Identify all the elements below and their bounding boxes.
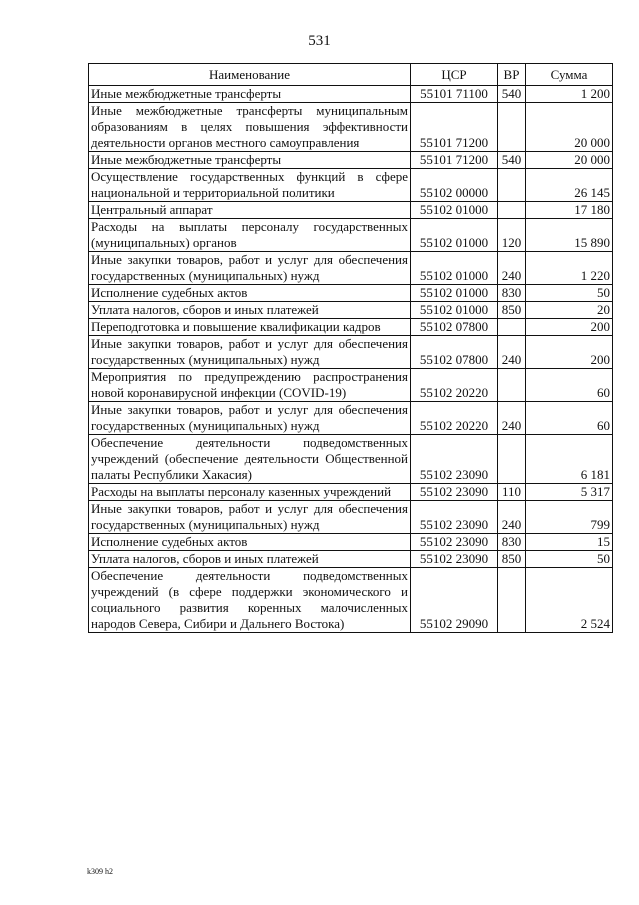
row-sum: 799 xyxy=(526,501,613,534)
row-vr: 850 xyxy=(498,302,526,319)
table-row xyxy=(89,103,613,152)
row-sum: 17 180 xyxy=(526,202,613,219)
row-sum: 50 xyxy=(526,551,613,568)
row-csr: 55102 23090 xyxy=(411,484,498,501)
row-csr: 55102 23090 xyxy=(411,551,498,568)
table-row xyxy=(89,484,613,501)
header-vr: ВР xyxy=(498,64,526,86)
row-csr: 55102 07800 xyxy=(411,336,498,369)
table-row xyxy=(89,86,613,103)
table-row xyxy=(89,336,613,369)
table-row xyxy=(89,302,613,319)
row-vr: 240 xyxy=(498,402,526,435)
row-name: Иные межбюджетные трансферты xyxy=(89,86,411,103)
table-row xyxy=(89,169,613,202)
row-name: Иные закупки товаров, работ и услуг для обеспечения государственных (муниципальных) нужд xyxy=(89,501,411,534)
row-vr xyxy=(498,435,526,484)
row-sum: 15 xyxy=(526,534,613,551)
row-csr: 55102 20220 xyxy=(411,402,498,435)
row-vr xyxy=(498,103,526,152)
row-sum: 20 000 xyxy=(526,152,613,169)
row-name: Иные межбюджетные трансферты xyxy=(89,152,411,169)
table-row xyxy=(89,551,613,568)
row-sum: 1 200 xyxy=(526,86,613,103)
row-sum: 6 181 xyxy=(526,435,613,484)
header-name: Наименование xyxy=(89,64,411,86)
row-name: Исполнение судебных актов xyxy=(89,534,411,551)
row-csr: 55101 71100 xyxy=(411,86,498,103)
row-vr: 110 xyxy=(498,484,526,501)
table-row xyxy=(89,402,613,435)
table-row xyxy=(89,202,613,219)
row-vr: 240 xyxy=(498,252,526,285)
row-name: Уплата налогов, сборов и иных платежей xyxy=(89,302,411,319)
row-csr: 55102 01000 xyxy=(411,285,498,302)
row-name: Осуществление государственных функций в сфере национальной и территориальной политики xyxy=(89,169,411,202)
row-sum: 1 220 xyxy=(526,252,613,285)
row-name: Расходы на выплаты персоналу государственных (муниципальных) органов xyxy=(89,219,411,252)
table-row xyxy=(89,319,613,336)
row-csr: 55102 23090 xyxy=(411,534,498,551)
row-vr xyxy=(498,319,526,336)
table-row xyxy=(89,369,613,402)
header-csr: ЦСР xyxy=(411,64,498,86)
row-sum: 15 890 xyxy=(526,219,613,252)
table-row xyxy=(89,252,613,285)
row-name: Обеспечение деятельности подведомственных учреждений (обеспечение деятельности Общественной палаты Республики Хакасия) xyxy=(89,435,411,484)
page-number: 531 xyxy=(308,33,331,49)
row-vr xyxy=(498,169,526,202)
row-vr: 850 xyxy=(498,551,526,568)
header-sum: Сумма xyxy=(526,64,613,86)
row-csr: 55102 00000 xyxy=(411,169,498,202)
table-row xyxy=(89,152,613,169)
row-sum: 200 xyxy=(526,319,613,336)
row-vr xyxy=(498,202,526,219)
table-row xyxy=(89,534,613,551)
row-sum: 26 145 xyxy=(526,169,613,202)
row-vr: 240 xyxy=(498,501,526,534)
row-sum: 20 xyxy=(526,302,613,319)
row-sum: 2 524 xyxy=(526,568,613,633)
row-name: Иные закупки товаров, работ и услуг для обеспечения государственных (муниципальных) нужд xyxy=(89,402,411,435)
row-csr: 55102 01000 xyxy=(411,219,498,252)
row-csr: 55102 01000 xyxy=(411,302,498,319)
row-csr: 55101 71200 xyxy=(411,103,498,152)
row-sum: 20 000 xyxy=(526,103,613,152)
row-csr: 55102 01000 xyxy=(411,252,498,285)
budget-table xyxy=(88,63,613,633)
row-sum: 200 xyxy=(526,336,613,369)
row-name: Обеспечение деятельности подведомственных учреждений (в сфере поддержки экономического и социального развития коренных малочисленных народов Севера, Сибири и Дальнего Востока) xyxy=(89,568,411,633)
table-row xyxy=(89,568,613,633)
row-vr xyxy=(498,369,526,402)
row-name: Расходы на выплаты персоналу казенных учреждений xyxy=(89,484,411,501)
row-vr: 120 xyxy=(498,219,526,252)
row-sum: 60 xyxy=(526,369,613,402)
row-vr: 540 xyxy=(498,86,526,103)
row-csr: 55102 29090 xyxy=(411,568,498,633)
row-name: Иные закупки товаров, работ и услуг для обеспечения государственных (муниципальных) нужд xyxy=(89,336,411,369)
row-name: Уплата налогов, сборов и иных платежей xyxy=(89,551,411,568)
row-vr: 830 xyxy=(498,285,526,302)
row-csr: 55102 23090 xyxy=(411,435,498,484)
row-sum: 60 xyxy=(526,402,613,435)
table-row xyxy=(89,501,613,534)
row-csr: 55102 20220 xyxy=(411,369,498,402)
table-row xyxy=(89,219,613,252)
row-name: Исполнение судебных актов xyxy=(89,285,411,302)
footer-code: k309 h2 xyxy=(87,867,113,876)
row-vr: 240 xyxy=(498,336,526,369)
row-vr: 830 xyxy=(498,534,526,551)
row-vr: 540 xyxy=(498,152,526,169)
row-name: Иные межбюджетные трансферты муниципальным образованиям в целях повышения эффективности деятельности органов местного самоуправления xyxy=(89,103,411,152)
row-sum: 50 xyxy=(526,285,613,302)
table-row xyxy=(89,285,613,302)
row-name: Центральный аппарат xyxy=(89,202,411,219)
table-row xyxy=(89,435,613,484)
row-csr: 55101 71200 xyxy=(411,152,498,169)
row-csr: 55102 23090 xyxy=(411,501,498,534)
row-vr xyxy=(498,568,526,633)
row-sum: 5 317 xyxy=(526,484,613,501)
row-name: Иные закупки товаров, работ и услуг для обеспечения государственных (муниципальных) нужд xyxy=(89,252,411,285)
row-csr: 55102 01000 xyxy=(411,202,498,219)
table-header-row xyxy=(89,64,613,86)
row-csr: 55102 07800 xyxy=(411,319,498,336)
row-name: Мероприятия по предупреждению распространения новой коронавирусной инфекции (COVID-19) xyxy=(89,369,411,402)
row-name: Переподготовка и повышение квалификации кадров xyxy=(89,319,411,336)
